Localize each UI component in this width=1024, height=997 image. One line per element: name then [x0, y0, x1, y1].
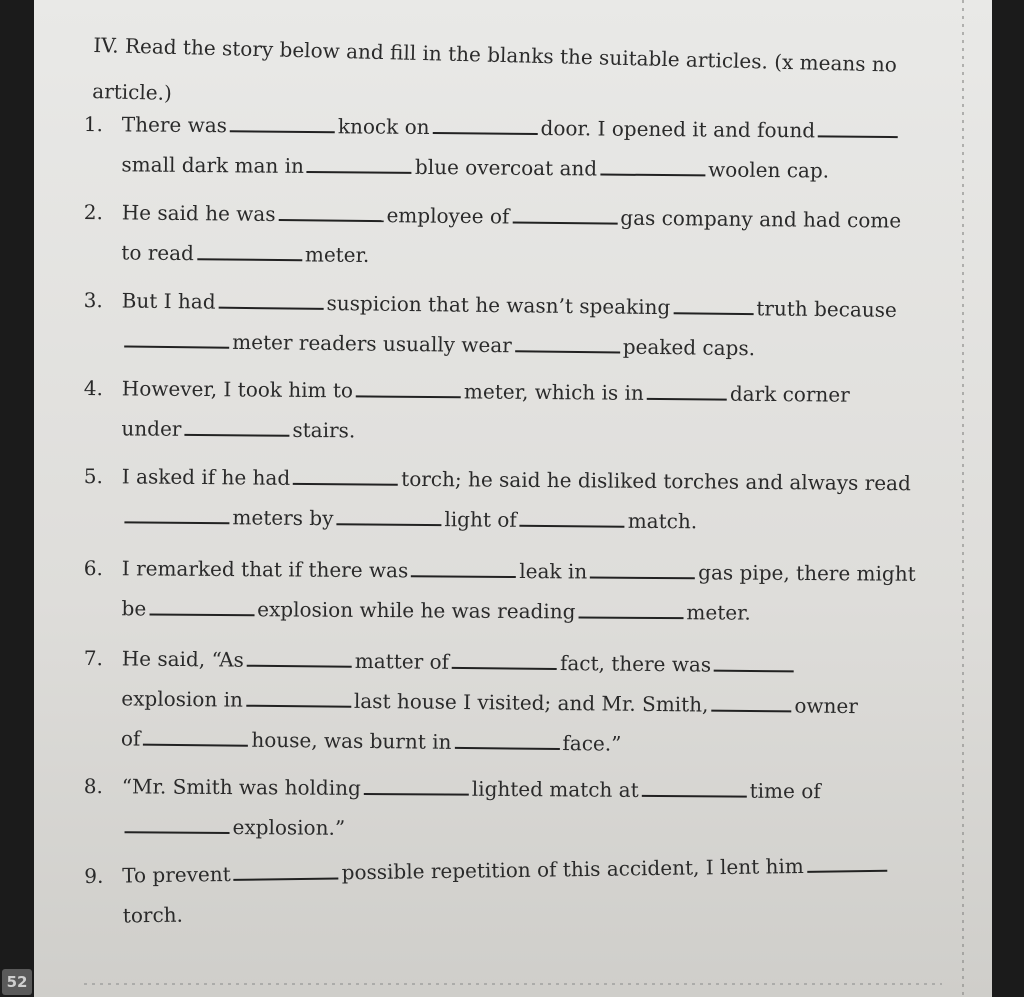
- text: truth because: [756, 296, 897, 322]
- question-2: [83, 192, 934, 281]
- answer-blank[interactable]: [356, 377, 461, 398]
- question-3: [83, 280, 934, 370]
- question-number: 9.: [84, 863, 104, 888]
- answer-blank[interactable]: [647, 380, 727, 401]
- question-number: 5.: [83, 463, 104, 489]
- text: torch; he said he disliked torches and always read: [401, 466, 911, 496]
- question-number: 7.: [83, 645, 104, 671]
- text: meter readers usually wear: [232, 329, 512, 358]
- answer-blank[interactable]: [219, 289, 324, 310]
- text: leak in: [519, 559, 588, 584]
- margin-dots-right: [962, 0, 964, 997]
- text: I asked if he had: [121, 464, 291, 490]
- answer-blank[interactable]: [714, 652, 794, 673]
- question-number: 1.: [83, 111, 104, 137]
- question-8: [83, 766, 934, 852]
- answer-blank[interactable]: [247, 647, 352, 668]
- text: match.: [627, 508, 698, 534]
- text: lighted match at: [471, 776, 639, 802]
- text: gas company and had come: [620, 205, 902, 233]
- text: owner: [794, 693, 858, 719]
- answer-blank[interactable]: [293, 465, 398, 486]
- heading-line-1: IV. Read the story below and fill in the blanks the suitable articles. (x means no: [93, 32, 898, 77]
- text: door. I opened it and found: [540, 115, 816, 143]
- text: matter of: [354, 648, 450, 674]
- answer-blank[interactable]: [512, 203, 617, 224]
- text: under: [121, 416, 182, 441]
- text: meters by: [232, 505, 334, 531]
- answer-blank[interactable]: [590, 559, 695, 580]
- answer-blank[interactable]: [336, 505, 441, 526]
- answer-blank[interactable]: [149, 595, 254, 616]
- answer-blank[interactable]: [124, 327, 229, 348]
- text: last house I visited; and Mr. Smith,: [353, 688, 709, 717]
- answer-blank[interactable]: [711, 692, 791, 713]
- answer-blank[interactable]: [515, 332, 620, 353]
- answer-blank[interactable]: [278, 201, 383, 222]
- question-number: 8.: [83, 773, 104, 799]
- text: woolen cap.: [708, 157, 830, 183]
- answer-blank[interactable]: [197, 240, 302, 261]
- question-4: [83, 368, 934, 455]
- heading-line-2: article.): [92, 78, 173, 105]
- text: He said, “As: [121, 646, 245, 672]
- page-number: 52: [2, 969, 32, 995]
- text: small dark man in: [121, 152, 305, 178]
- question-number: 6.: [83, 555, 104, 581]
- answer-blank[interactable]: [642, 777, 747, 798]
- text: torch.: [122, 902, 184, 928]
- text: light of: [444, 507, 517, 532]
- answer-blank[interactable]: [234, 859, 339, 880]
- answer-blank[interactable]: [818, 117, 898, 138]
- text: be: [121, 596, 147, 621]
- text: To prevent: [122, 861, 231, 888]
- question-7: [83, 638, 934, 767]
- text: There was: [121, 112, 228, 138]
- text: But I had: [121, 288, 216, 314]
- answer-blank[interactable]: [184, 416, 289, 437]
- question-number: 2.: [83, 199, 104, 225]
- text: gas pipe, there might: [698, 560, 916, 586]
- answer-blank[interactable]: [452, 649, 557, 670]
- answer-blank[interactable]: [364, 775, 469, 796]
- answer-blank[interactable]: [246, 687, 351, 708]
- text: employee of: [386, 203, 510, 229]
- text: to read: [121, 240, 195, 266]
- answer-blank[interactable]: [230, 112, 335, 133]
- text: explosion in: [121, 686, 244, 712]
- text: meter.: [686, 600, 751, 625]
- text: meter, which is in: [463, 379, 644, 405]
- worksheet-page: [34, 0, 992, 997]
- text: I remarked that if there was: [121, 556, 409, 583]
- question-number: 4.: [83, 375, 104, 401]
- text: blue overcoat and: [414, 154, 598, 181]
- text: dark corner: [729, 381, 850, 407]
- answer-blank[interactable]: [578, 598, 683, 619]
- answer-blank[interactable]: [454, 729, 559, 750]
- text: explosion while he was reading: [257, 597, 576, 624]
- question-1: [83, 104, 934, 191]
- question-number: 3.: [83, 287, 103, 313]
- text: house, was burnt in: [251, 727, 452, 754]
- text: However, I took him to: [121, 376, 354, 403]
- text: fact, there was: [559, 650, 712, 677]
- text: face.”: [562, 731, 622, 756]
- answer-blank[interactable]: [307, 153, 412, 174]
- answer-blank[interactable]: [124, 503, 229, 524]
- answer-blank[interactable]: [673, 294, 753, 315]
- text: knock on: [337, 114, 430, 140]
- text: of: [120, 726, 141, 751]
- answer-blank[interactable]: [411, 557, 516, 578]
- text: time of: [749, 778, 821, 804]
- text: possible repetition of this accident, I lent him: [341, 853, 804, 885]
- answer-blank[interactable]: [143, 726, 248, 747]
- answer-blank[interactable]: [125, 813, 230, 834]
- text: He said he was: [121, 200, 276, 227]
- answer-blank[interactable]: [433, 114, 538, 135]
- margin-dots-bottom: [84, 983, 942, 985]
- answer-blank[interactable]: [600, 156, 705, 177]
- text: stairs.: [292, 417, 356, 443]
- question-6: [83, 548, 934, 634]
- text: suspicion that he wasn’t speaking: [326, 290, 671, 320]
- text: “Mr. Smith was holding: [121, 774, 361, 800]
- text: peaked caps.: [622, 334, 756, 361]
- question-5: [83, 456, 934, 543]
- question-9: [84, 844, 935, 936]
- answer-blank[interactable]: [807, 852, 887, 873]
- text: explosion.”: [232, 815, 346, 840]
- answer-blank[interactable]: [520, 507, 625, 528]
- text: meter.: [304, 242, 370, 267]
